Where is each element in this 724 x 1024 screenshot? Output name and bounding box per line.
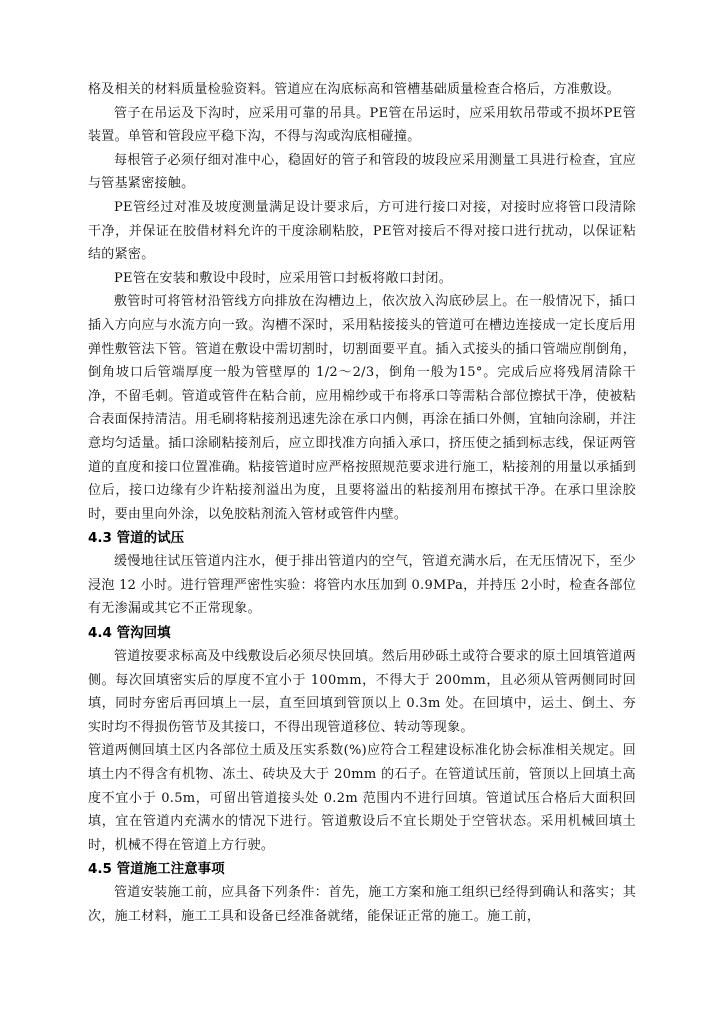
paragraph-material-inspection: 格及相关的材料质量检验资料。管道应在沟底标高和管槽基础质量检查合格后，方准敷设。 xyxy=(88,82,621,97)
section-heading-pressure-test: 4.3 管道的试压 xyxy=(88,530,185,547)
paragraph-pe-joint: PE管经过对准及坡度测量满足设计要求后，方可进行接口对接，对接时应将管口段清除干净，并保证在胶借材料允许的干度涂刷粘胶，PE管对接后不得对接口进行扰动，以保证粘结的紧密。 xyxy=(88,199,636,263)
document-page xyxy=(88,78,636,929)
paragraph-alignment: 每根管子必须仔细对准中心，稳固好的管子和管段的坡段应采用测量工具进行检查，宜应与管基紧密接触。 xyxy=(88,152,636,192)
paragraph-pressure-test: 缓慢地往试压管道内注水，便于排出管道内的空气，管道充满水后，在无压情况下，至少浸泡 12 小时。进行管理严密性实验：将管内水压加到 0.9MPa，并持压 2小时，检查各部位有无渗漏或其它不正常现象。 xyxy=(88,554,636,617)
section-heading-backfill: 4.4 管沟回填 xyxy=(88,625,171,642)
paragraph-hoisting: 管子在吊运及下沟时，应采用可靠的吊具。PE管在吊运时，应采用软吊带或不损坏PE管装置。单管和管段应平稳下沟，不得与沟或沟底相碰撞。 xyxy=(88,105,636,145)
section-heading-precautions: 4.5 管道施工注意事项 xyxy=(88,861,225,878)
paragraph-pe-sealing: PE管在安装和敷设中段时，应采用管口封板将敞口封闭。 xyxy=(114,270,453,286)
paragraph-backfill: 管道按要求标高及中线敷设后必须尽快回填。然后用砂砾土或符合要求的原土回填管道两侧。每次回填密实后的厚度不宜小于 100mm，不得大于 200mm，且必须从管两侧同时回填，同时夯密后再回填上一层，直至回填到管顶以上 0.3m 处。在回填中，运土、倒土、夯实时均不得损伤管节及其接口，不得出现管道移位、转动等现象。 xyxy=(88,649,636,735)
paragraph-precautions: 管道安装施工前，应具备下列条件：首先，施工方案和施工组织已经得到确认和落实；其次，施工材料，施工工具和设备已经准备就绪，能保证正常的施工。施工前， xyxy=(88,885,636,924)
paragraph-pipe-laying: 敷管时可将管材沿管线方向排放在沟槽边上，依次放入沟底砂层上。在一般情况下，插口插入方向应与水流方向一致。沟槽不深时，采用粘接接头的管道可在槽边连接成一定长度后用弹性敷管法下管。管道在敷设中需切割时，切割面要平直。插入式接头的插口管端应削倒角，倒角坡口后管端厚度一般为管壁厚的 1/2～2/3，倒角一般为15°。完成后应将残屑清除干净，不留毛刺。管道或管件在粘合前，应用棉纱或干布将承口等需粘合部位擦拭干净，使被粘合表面保持清洁。用毛刷将粘接剂迅速先涂在承口内侧，再涂在插口外侧，宜轴向涂刷，并注意均匀适量。插口涂刷粘接剂后，应立即找准方向插入承口，挤压使之插到标志线，保证两管道的直度和接口位置准确。粘接管道时应严格按照规范要求进行施工，粘接剂的用量以承插到位后，接口边缘有少许粘接剂溢出为度，且要将溢出的粘接剂用布擦拭干净。在承口里涂胶时，要由里向外涂，以免胶粘剂流入管材或管件内壁。 xyxy=(88,294,636,522)
paragraph-backfill-soil: 管道两侧回填土区内各部位土质及压实系数(%)应符合工程建设标准化协会标准相关规定。回填土内不得含有机物、冻土、砖块及大于 20mm 的石子。在管道试压前，管顶以上回填土高度不宜小于 0.5m，可留出管道接头处 0.2m 范围内不进行回填。管道试压合格后大面积回填，宜在管道内充满水的情况下进行。管道敷设后不宜长期处于空管状态。采用机械回填土时，机械不得在管道上方行驶。 xyxy=(88,743,636,853)
